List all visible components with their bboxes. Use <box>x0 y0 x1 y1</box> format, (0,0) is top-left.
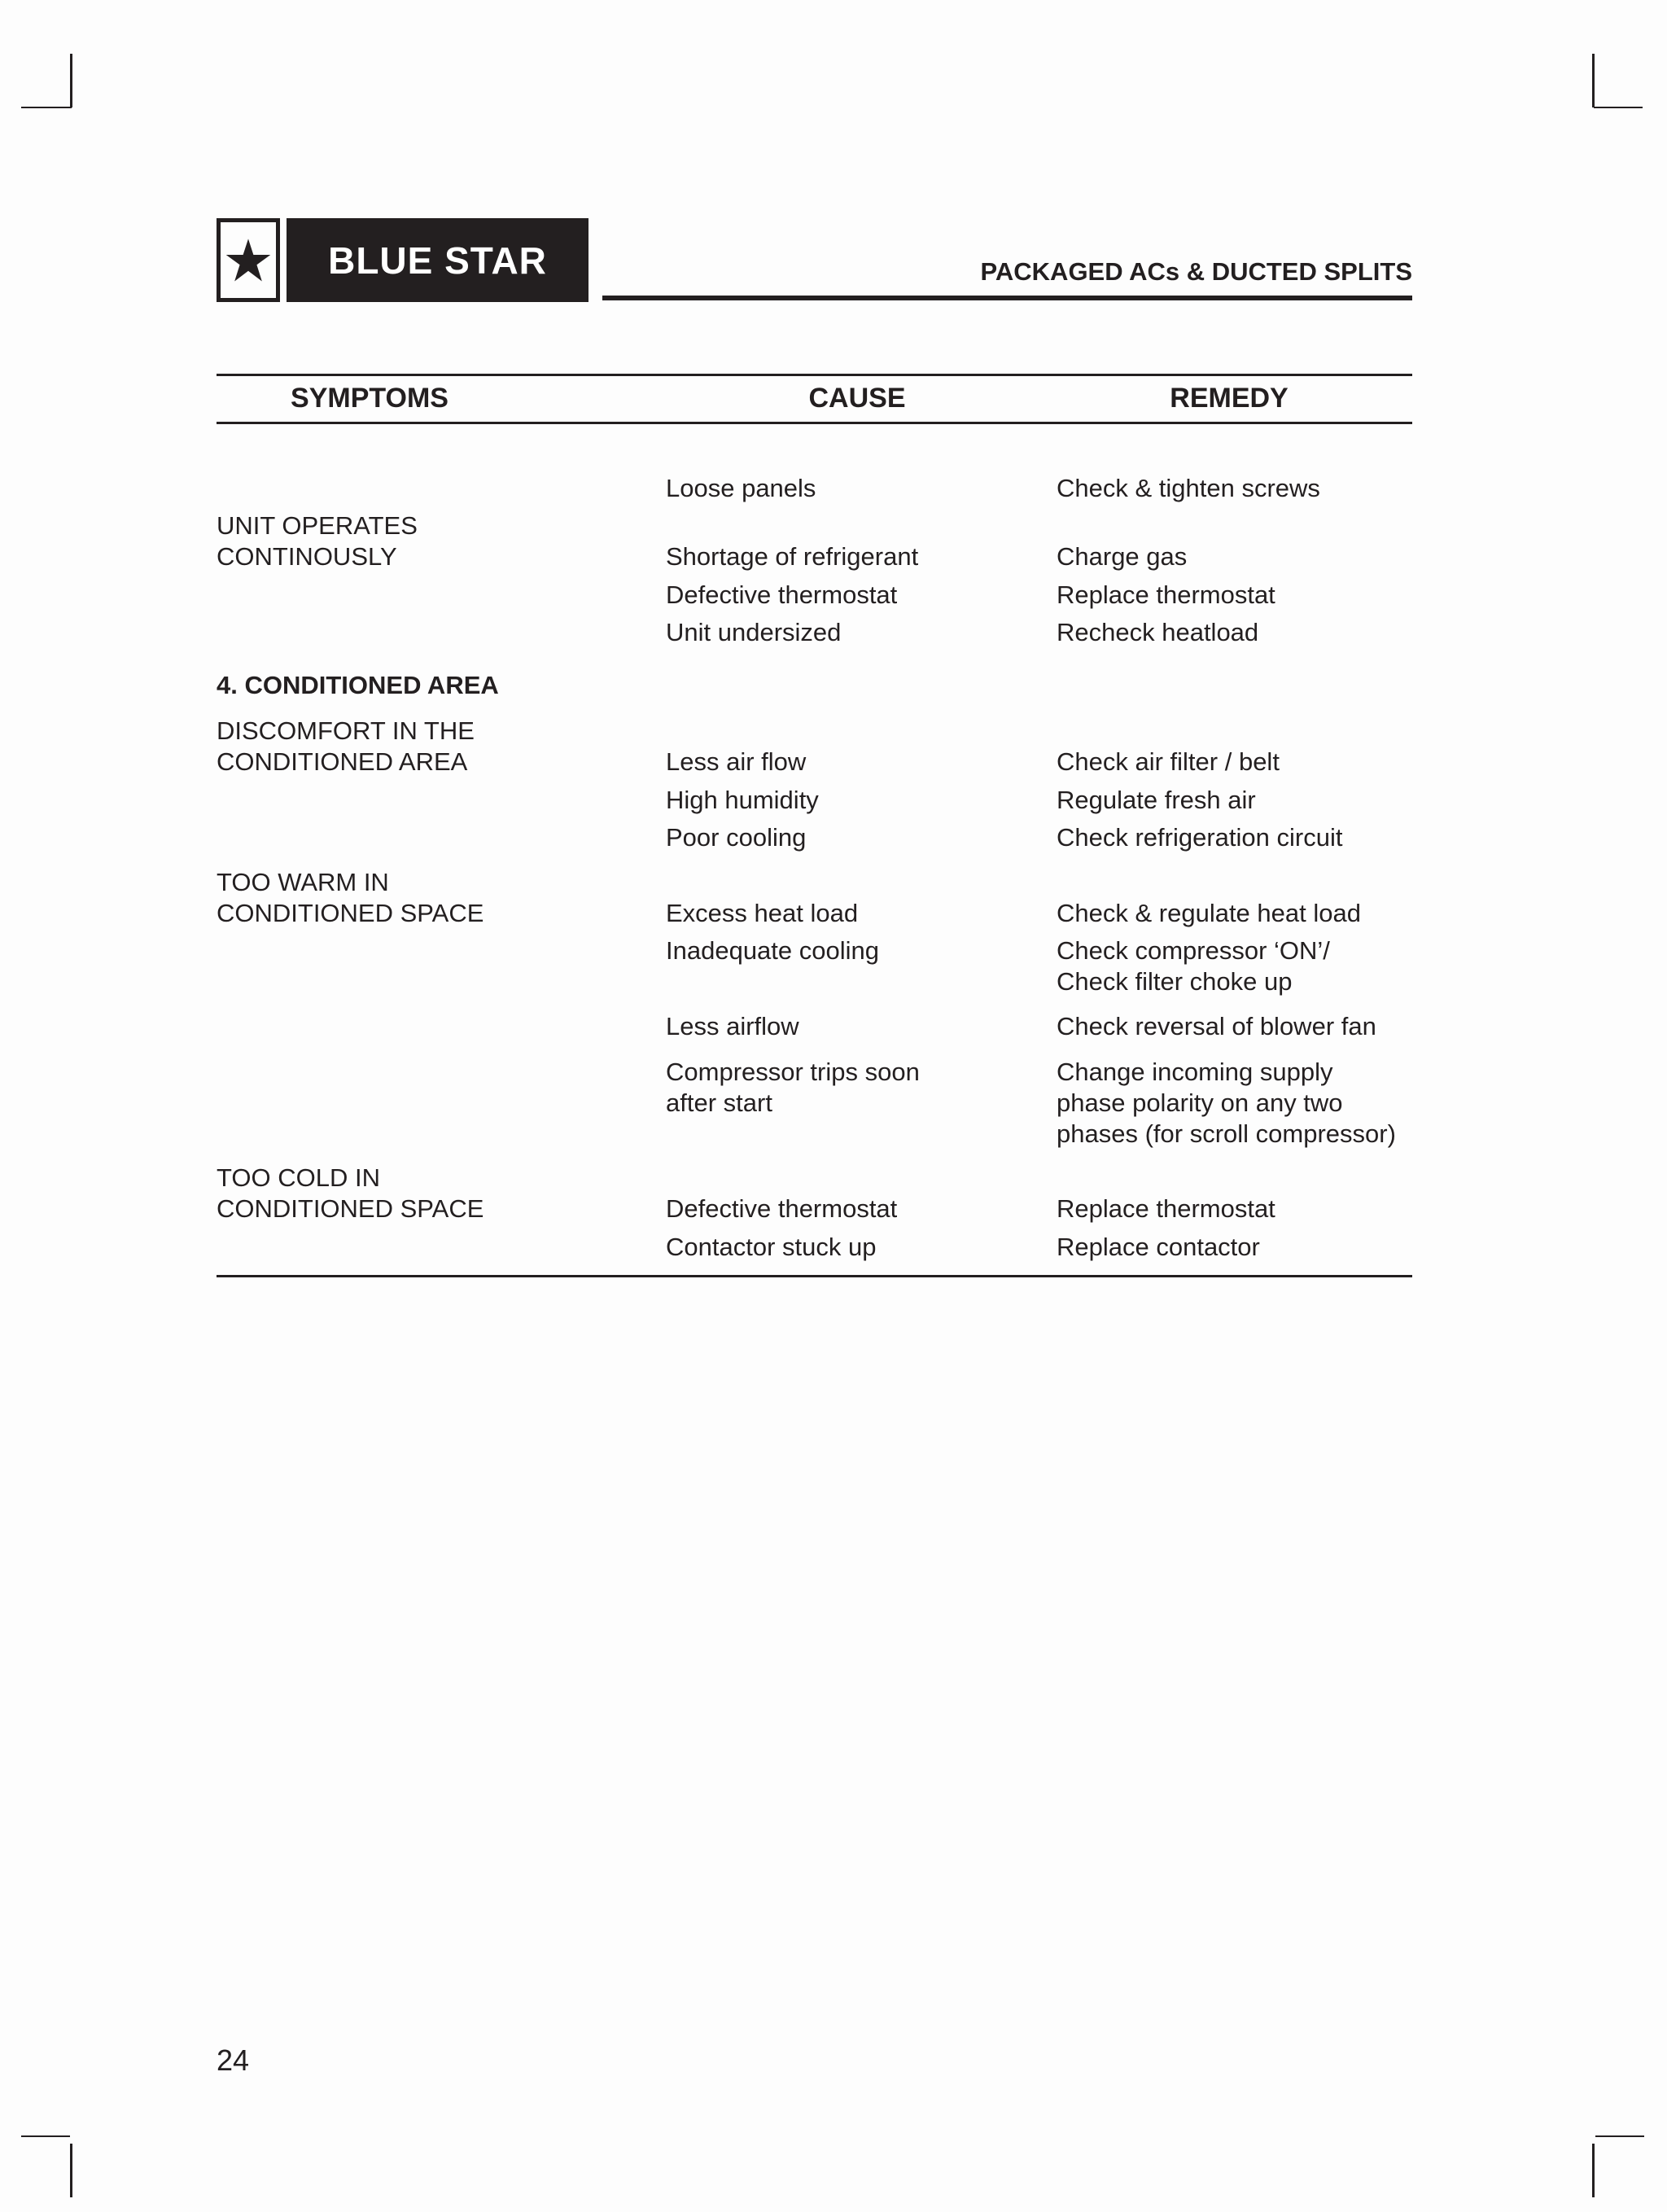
remedy-cell: phase polarity on any two <box>1057 1088 1343 1117</box>
cause-cell: Defective thermostat <box>666 580 898 609</box>
table-top-rule <box>217 374 1412 376</box>
symptom-cell: UNIT OPERATES <box>217 511 418 540</box>
cause-cell: Unit undersized <box>666 618 842 646</box>
remedy-cell: Check & tighten screws <box>1057 474 1320 502</box>
crop-mark <box>1594 107 1643 108</box>
remedy-cell: Replace thermostat <box>1057 1194 1275 1223</box>
logo-star-icon <box>217 218 280 302</box>
remedy-cell: Replace contactor <box>1057 1233 1260 1261</box>
column-header-remedy: REMEDY <box>1170 383 1289 414</box>
cause-cell: Less air flow <box>666 747 807 776</box>
brand-logo-text: BLUE STAR <box>287 218 588 302</box>
symptom-cell: CONDITIONED SPACE <box>217 899 484 927</box>
symptom-cell: CONTINOUSLY <box>217 542 397 571</box>
cause-cell: High humidity <box>666 786 819 814</box>
cause-cell: Inadequate cooling <box>666 936 880 965</box>
remedy-cell: Recheck heatload <box>1057 618 1259 646</box>
remedy-cell: Replace thermostat <box>1057 580 1275 609</box>
crop-mark <box>1592 2144 1595 2197</box>
cause-cell: Compressor trips soon <box>666 1058 920 1086</box>
symptom-cell: CONDITIONED AREA <box>217 747 468 776</box>
crop-mark <box>70 54 72 107</box>
remedy-cell: phases (for scroll compressor) <box>1057 1119 1396 1148</box>
crop-mark <box>1592 54 1595 107</box>
header-divider <box>602 296 1412 300</box>
cause-cell: Defective thermostat <box>666 1194 898 1223</box>
cause-cell: Excess heat load <box>666 899 859 927</box>
remedy-cell: Check air filter / belt <box>1057 747 1280 776</box>
remedy-cell: Check filter choke up <box>1057 967 1293 996</box>
symptom-cell: TOO WARM IN <box>217 868 389 896</box>
symptom-cell: TOO COLD IN <box>217 1163 380 1192</box>
crop-mark <box>1595 2135 1644 2137</box>
remedy-cell: Change incoming supply <box>1057 1058 1333 1086</box>
remedy-cell: Check refrigeration circuit <box>1057 823 1343 852</box>
section-heading: 4. CONDITIONED AREA <box>217 671 499 699</box>
symptom-cell: CONDITIONED SPACE <box>217 1194 484 1223</box>
cause-cell: Poor cooling <box>666 823 807 852</box>
crop-mark <box>21 107 72 108</box>
remedy-cell: Regulate fresh air <box>1057 786 1256 814</box>
cause-cell: Loose panels <box>666 474 816 502</box>
remedy-cell: Charge gas <box>1057 542 1188 571</box>
crop-mark <box>70 2144 72 2197</box>
star-icon <box>225 237 272 284</box>
crop-mark <box>21 2135 70 2137</box>
symptom-cell: DISCOMFORT IN THE <box>217 716 475 745</box>
remedy-cell: Check reversal of blower fan <box>1057 1012 1376 1040</box>
column-header-cause: CAUSE <box>808 383 906 414</box>
cause-cell: Shortage of refrigerant <box>666 542 919 571</box>
cause-cell: Less airflow <box>666 1012 799 1040</box>
document-title: PACKAGED ACs & DUCTED SPLITS <box>980 257 1412 286</box>
remedy-cell: Check compressor ‘ON’/ <box>1057 936 1330 965</box>
page-number: 24 <box>217 2043 250 2077</box>
cause-cell: after start <box>666 1088 772 1117</box>
table-bottom-rule <box>217 1275 1412 1277</box>
cause-cell: Contactor stuck up <box>666 1233 877 1261</box>
remedy-cell: Check & regulate heat load <box>1057 899 1361 927</box>
table-header-rule <box>217 422 1412 424</box>
column-header-symptoms: SYMPTOMS <box>291 383 448 414</box>
